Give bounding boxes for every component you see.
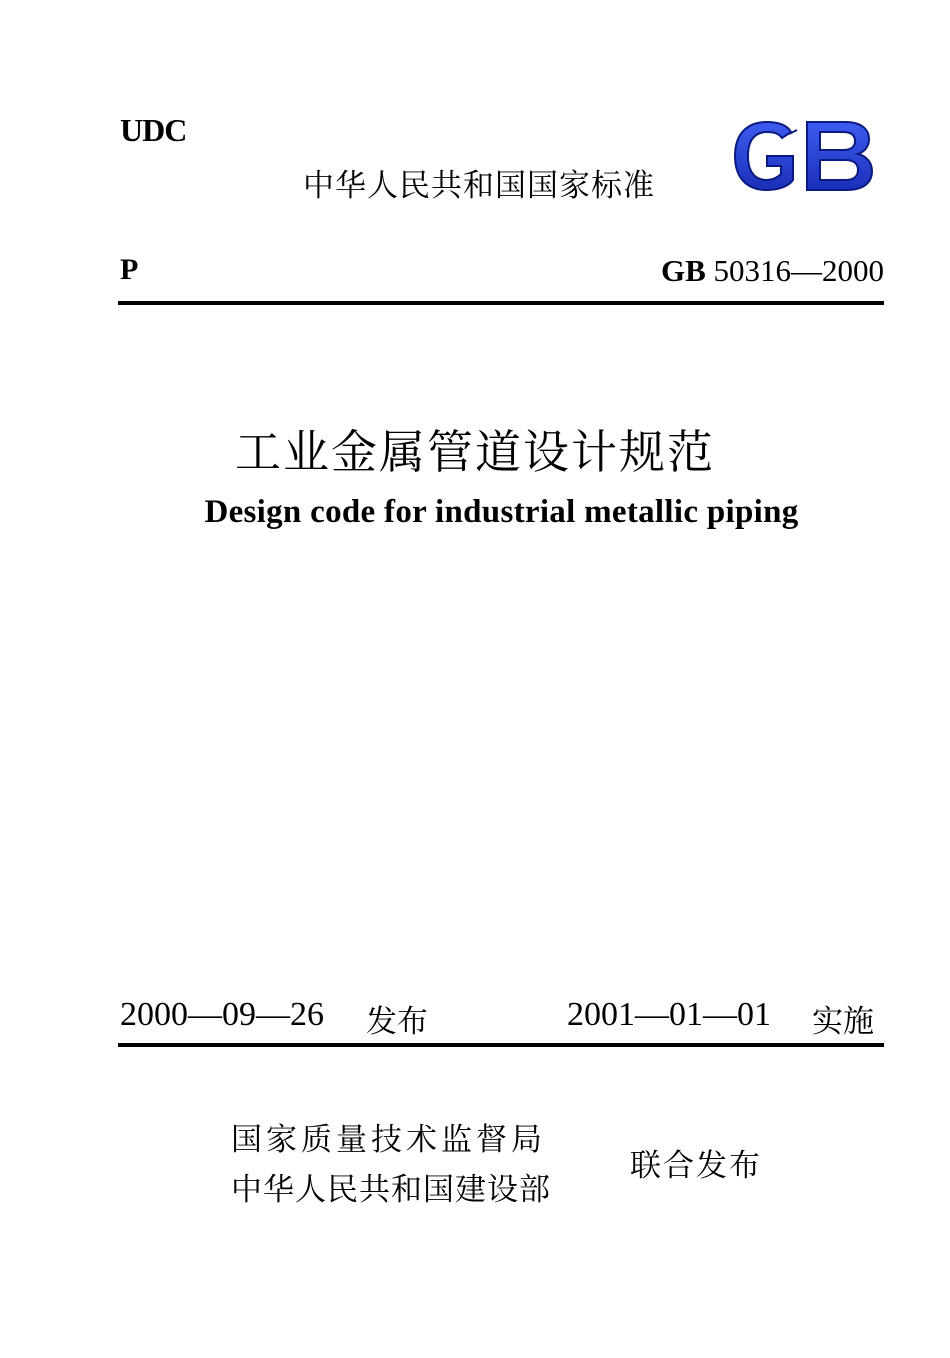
top-divider	[118, 301, 884, 305]
joint-issue-label: 联合发布	[630, 1148, 762, 1184]
issue-date: 2000—09—26	[120, 996, 324, 1033]
category-code: P	[120, 253, 139, 286]
udc-label: UDC	[120, 112, 187, 148]
standard-code: 50316—2000	[713, 253, 884, 288]
document-title-english: Design code for industrial metallic piping	[204, 494, 799, 530]
implementation-date: 2001—01—01	[567, 996, 771, 1033]
issuer-construction-ministry: 中华人民共和国建设部	[231, 1172, 551, 1208]
bottom-divider	[118, 1043, 884, 1047]
standard-number	[661, 253, 884, 289]
gb-logo	[727, 118, 875, 196]
issuer-quality-bureau: 国家质量技术监督局	[231, 1122, 546, 1158]
standard-prefix: GB	[660, 253, 706, 288]
issue-label: 发布	[366, 1004, 428, 1040]
document-title-chinese: 工业金属管道设计规范	[235, 425, 715, 479]
national-standard-heading: 中华人民共和国国家标准	[303, 168, 655, 204]
implementation-label: 实施	[812, 1004, 874, 1040]
